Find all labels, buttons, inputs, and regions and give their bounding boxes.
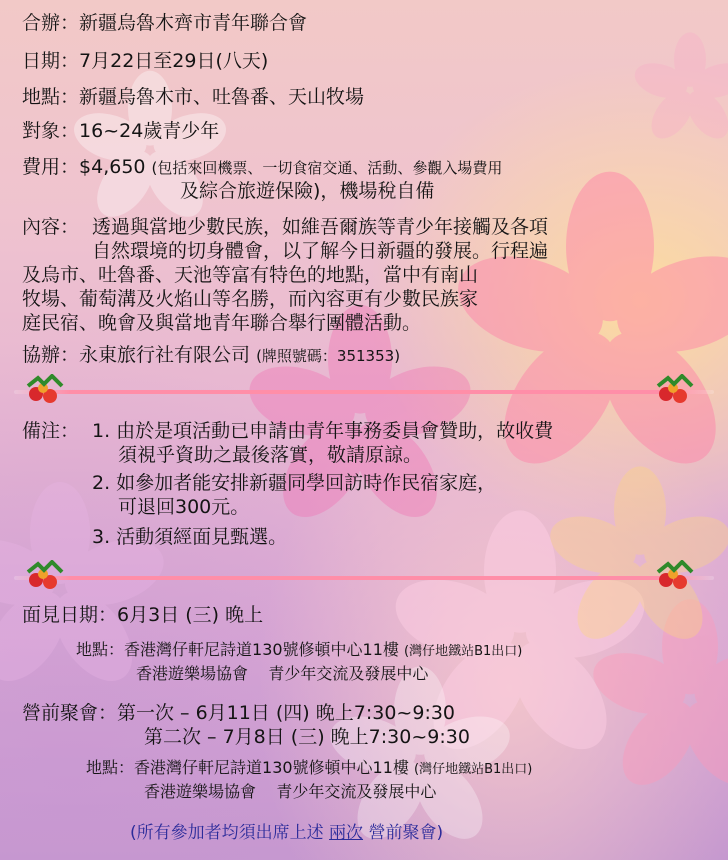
camp-session-2: 第二次 – 7月8日 (三) 晚上7:30~9:30 [144, 726, 470, 748]
date-row [22, 50, 268, 72]
camp-venue-row [86, 758, 532, 780]
interview-label: 面見日期： [22, 604, 118, 626]
remark-1-line2: 須視乎資助之最後落實，敬請原諒。 [118, 444, 423, 466]
remark-2-line1: 2. 如參加者能安排新疆同學回訪時作民宿家庭， [92, 472, 497, 494]
cohost-row [22, 344, 400, 367]
place-label: 地點： [22, 86, 80, 108]
camp-venue-label: 地點： [86, 758, 135, 777]
organiser-label: 合辦： [22, 12, 80, 34]
cohost-license: (牌照號碼：351353) [256, 347, 401, 365]
fee-row [22, 156, 502, 179]
interview-row [22, 604, 263, 626]
fee-note-line1: (包括來回機票、一切食宿交通、活動、參觀入場費用 [151, 159, 503, 177]
berry-decoration-icon [24, 374, 66, 410]
berry-decoration-icon [24, 560, 66, 596]
interview-org-row [136, 664, 428, 684]
remark-3-line1: 3. 活動須經面見甄選。 [92, 526, 288, 548]
camp-row [22, 702, 455, 724]
interview-org2: 青少年交流及發展中心 [268, 664, 429, 683]
content-line-3: 及烏市、吐魯番、天池等富有特色的地點，當中有南山 [22, 264, 479, 286]
camp-org2: 青少年交流及發展中心 [276, 782, 437, 801]
camp-org1: 香港遊樂場協會 [144, 782, 257, 801]
content-line-5: 庭民宿、晚會及與當地青年聯合舉行團體活動。 [22, 312, 422, 334]
interview-venue-label: 地點： [76, 640, 125, 659]
camp-session-1: 第一次 – 6月11日 (四) 晚上7:30~9:30 [117, 702, 456, 724]
interview-venue: 香港灣仔軒尼詩道130號修頓中心11樓 [124, 640, 399, 659]
content-line-2: 自然環境的切身體會，以了解今日新疆的發展。行程遍 [92, 240, 549, 262]
interview-venue-note: (灣仔地鐵站B1出口) [404, 644, 523, 659]
target-label: 對象： [22, 120, 80, 142]
place-value: 新疆烏魯木市、吐魯番、天山牧場 [79, 86, 365, 108]
cohost-label: 協辦： [22, 344, 80, 366]
divider-2 [14, 576, 714, 580]
content-line-4: 牧場、葡萄溝及火焰山等名勝，而內容更有少數民族家 [22, 288, 479, 310]
target-row [22, 120, 219, 142]
content-line-1: 透過與當地少數民族，如維吾爾族等青少年接觸及各項 [92, 216, 549, 238]
attendance-note-post: 營前聚會) [363, 823, 444, 843]
attendance-note [130, 818, 443, 843]
berry-decoration-icon [654, 560, 696, 596]
attendance-note-pre: (所有參加者均須出席上述 [130, 823, 330, 843]
camp-org-row [144, 782, 436, 802]
fee-note-line2: 及綜合旅遊保險)，機場稅自備 [180, 180, 435, 202]
organiser-value: 新疆烏魯木齊市青年聯合會 [79, 12, 308, 34]
fee-label: 費用： [22, 156, 80, 178]
camp-label: 營前聚會： [22, 702, 118, 724]
remark-2-line2: 可退回300元。 [118, 496, 250, 518]
berry-decoration-icon [654, 374, 696, 410]
camp-venue-note: (灣仔地鐵站B1出口) [414, 762, 533, 777]
date-value: 7月22日至29日(八天) [79, 50, 269, 72]
fee-value: $4,650 [79, 156, 146, 178]
date-label: 日期： [22, 50, 80, 72]
attendance-note-emphasis: 兩次 [329, 823, 364, 843]
divider-1 [14, 390, 714, 394]
cohost-value: 永東旅行社有限公司 [79, 344, 251, 366]
organiser-row [22, 12, 307, 34]
remark-1-line1: 1. 由於是項活動已申請由青年事務委員會贊助，故收費 [92, 420, 554, 442]
camp-venue: 香港灣仔軒尼詩道130號修頓中心11樓 [134, 758, 409, 777]
interview-value: 6月3日 (三) 晚上 [117, 604, 264, 626]
interview-venue-row [76, 640, 522, 662]
content-label: 內容： [22, 216, 80, 238]
target-value: 16~24歲青少年 [79, 120, 220, 142]
remarks-label: 備注： [22, 420, 80, 442]
place-row [22, 86, 364, 108]
interview-org1: 香港遊樂場協會 [136, 664, 249, 683]
